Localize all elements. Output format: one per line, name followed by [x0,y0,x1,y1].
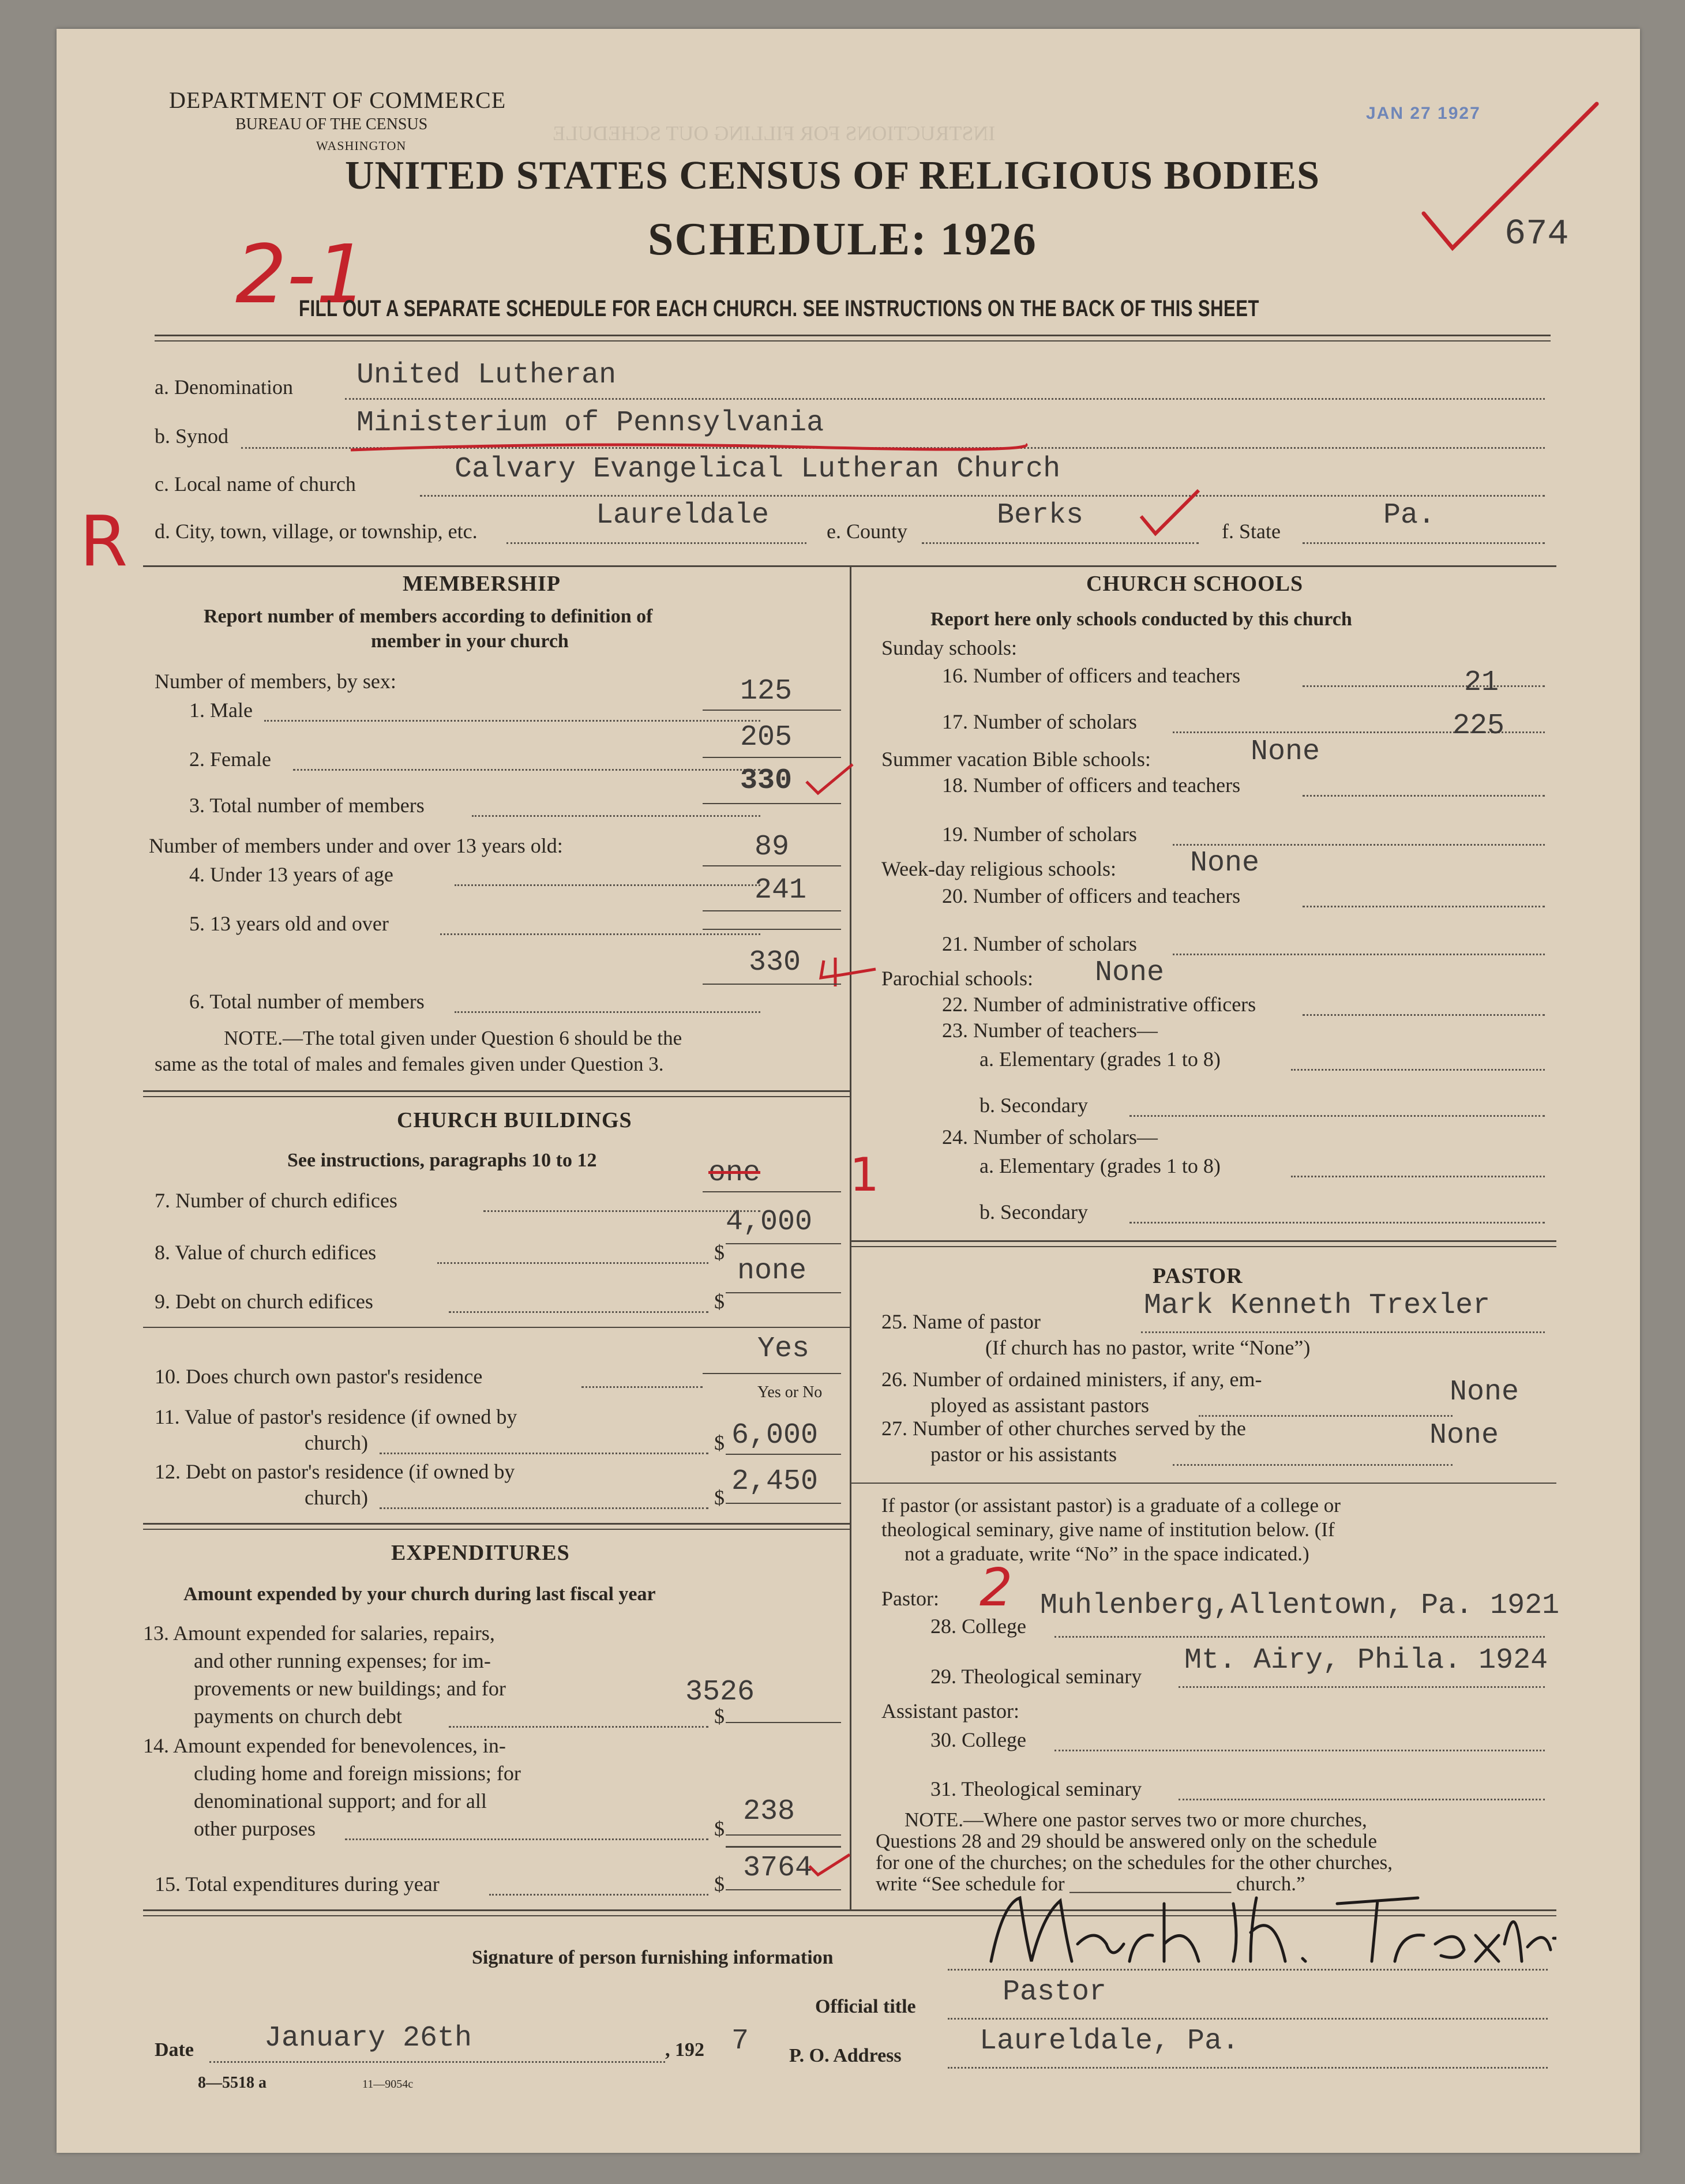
q14-sum-line [726,1846,841,1848]
show-through-text: INSTRUCTIONS FOR FILLING OUT SCHEDULE [553,122,996,145]
q29-label: 29. Theological seminary [930,1665,1142,1688]
q4-answer-line [703,865,841,866]
by-sex-label: Number of members, by sex: [155,670,396,693]
red-tick [804,761,855,796]
po-address-value: Laureldale, Pa. [980,2025,1240,2058]
form-title: UNITED STATES CENSUS OF RELIGIOUS BODIES [345,153,1320,198]
pastor-note-4: write “See schedule for ________________ church.” [876,1872,1305,1895]
q16-sunday-officers-value: 21 [1464,666,1499,699]
assistant-pastor-subheading: Assistant pastor: [881,1699,1019,1723]
city-label: d. City, town, village, or township, etc. [155,520,478,543]
header-rule [155,335,1551,336]
q18-label: 18. Number of officers and teachers [942,774,1241,797]
header-rule-2 [155,340,1551,342]
q30-line [1054,1750,1545,1751]
county-label: e. County [827,520,907,543]
membership-intro-2: member in your church [371,631,569,652]
q6-total-value: 330 [749,946,801,979]
q2-line [293,769,760,771]
q17-sunday-scholars-value: 225 [1453,710,1505,742]
parochial-schools-label: Parochial schools: [881,967,1033,990]
pastor-signature [980,1881,1556,1982]
q15-dollar: $ [714,1872,725,1896]
q9-answer-line [726,1292,841,1293]
q4-label: 4. Under 13 years of age [189,863,393,886]
q14-dollar: $ [714,1817,725,1840]
weekday-schools-value: None [1190,847,1260,880]
q23b-line [1129,1115,1545,1117]
membership-intro-1: Report number of members according to definition of [204,606,653,627]
membership-heading: MEMBERSHIP [403,572,561,596]
q24b-label: b. Secondary [980,1200,1088,1224]
denomination-line [345,398,1545,400]
q27-other-churches-value: None [1429,1419,1499,1452]
official-title-label: Official title [815,1996,916,2017]
expenditures-intro: Amount expended by your church during last fiscal year [183,1583,656,1605]
q24a-line [1291,1176,1545,1177]
graduate-note-1: If pastor (or assistant pastor) is a graduate of a college or [881,1494,1341,1517]
q9-line [449,1311,708,1313]
graduate-note-2: theological seminary, give name of institution below. (If [881,1518,1335,1541]
q13-answer-line [726,1722,841,1723]
city-name: WASHINGTON [316,138,407,153]
q15-total-value: 3764 [743,1852,813,1885]
q11-label-2: church) [305,1431,368,1454]
q31-line [1179,1799,1545,1800]
county-value: Berks [997,499,1084,532]
city-value: Laureldale [596,499,770,532]
q1-line [264,720,760,722]
q11-label-1: 11. Value of pastor's residence (if owned by [155,1405,517,1428]
q1-label: 1. Male [189,699,253,722]
q14-line [345,1838,708,1840]
official-title-value: Pastor [1003,1976,1107,2009]
pastor-red-mark: 2 [980,1558,1013,1618]
q14-label-4: other purposes [194,1817,316,1840]
membership-rule-2 [143,1096,850,1097]
q8-edifice-value: 4,000 [726,1206,813,1239]
po-address-line [948,2067,1548,2069]
q19-line [1173,844,1545,846]
sunday-schools-label: Sunday schools: [881,636,1018,659]
q26-assistant-ministers-value: None [1450,1376,1519,1409]
q14-label-1: 14. Amount expended for benevolences, in- [143,1734,506,1757]
q27-label-2: pastor or his assistants [930,1443,1117,1466]
department-name: DEPARTMENT OF COMMERCE [169,87,506,113]
q8-answer-line [726,1243,841,1244]
q13-dollar: $ [714,1705,725,1728]
city-line [506,542,806,544]
synod-label: b. Synod [155,425,229,448]
q28-label: 28. College [930,1615,1026,1638]
pastor-note-2: Questions 28 and 29 should be answered only on the schedule [876,1830,1378,1852]
q15-label: 15. Total expenditures during year [155,1872,440,1896]
q3-label: 3. Total number of members [189,794,425,817]
schools-rule-2 [851,1246,1556,1247]
q7-edifices-value: one [708,1157,761,1189]
q3-line [472,815,760,817]
q7-answer-line [703,1191,841,1192]
state-value: Pa. [1383,499,1436,532]
q28-line [1054,1636,1545,1638]
q12-answer-line [726,1503,841,1504]
q26-label-2: ployed as assistant pastors [930,1394,1149,1417]
weekday-schools-label: Week-day religious schools: [881,857,1117,880]
summer-schools-label: Summer vacation Bible schools: [881,748,1151,771]
buildings-intro: See instructions, paragraphs 10 to 12 [287,1150,597,1171]
q9-label: 9. Debt on church edifices [155,1290,373,1313]
pastor-note-3: for one of the churches; on the schedules for the other churches, [876,1851,1393,1874]
q27-label-1: 27. Number of other churches served by the [881,1417,1246,1440]
church-name-value: Calvary Evangelical Lutheran Church [455,453,1061,486]
received-date-stamp: JAN 27 1927 [1366,104,1481,123]
q13-line [449,1726,708,1728]
q9-dollar: $ [714,1290,725,1313]
q31-label: 31. Theological seminary [930,1777,1142,1800]
q6-answer-line [703,984,841,985]
signature-label: Signature of person furnishing information [472,1947,834,1968]
date-line [209,2061,665,2063]
q29-seminary-value: Mt. Airy, Phila. 1924 [1184,1644,1548,1677]
q12-label-1: 12. Debt on pastor's residence (if owned by [155,1460,515,1483]
q21-label: 21. Number of scholars [942,932,1137,955]
year-prefix: , 192 [665,2039,704,2061]
pastor-note-1: NOTE.—Where one pastor serves two or more churches, [905,1808,1367,1831]
q13-label-3: provements or new buildings; and for [194,1677,506,1700]
q8-label: 8. Value of church edifices [155,1241,377,1264]
q15-line [489,1894,708,1896]
q7-label: 7. Number of church edifices [155,1189,397,1212]
q5-line [440,933,760,935]
q24-label: 24. Number of scholars— [942,1125,1158,1149]
q12-debt-value: 2,450 [731,1465,819,1498]
q12-line [380,1507,708,1509]
print-number: 11—9054c [362,2078,414,2091]
q19-label: 19. Number of scholars [942,823,1137,846]
q5-label: 5. 13 years old and over [189,912,389,935]
q25-hint: (If church has no pastor, write “None”) [985,1336,1311,1359]
q10-residence-value: Yes [757,1333,810,1365]
q5-sum-line [703,929,841,930]
expenditures-heading: EXPENDITURES [391,1541,570,1565]
q30-label: 30. College [930,1728,1026,1751]
q14-answer-line [726,1834,841,1836]
state-line [1303,542,1545,544]
q18-line [1303,795,1545,797]
q12-dollar: $ [714,1486,725,1509]
q2-label: 2. Female [189,748,271,771]
date-label: Date [155,2039,194,2061]
q10-line [581,1386,703,1388]
official-title-line [948,2018,1548,2020]
q4-under-13-value: 89 [755,831,790,864]
pastor-heading: PASTOR [1153,1264,1243,1288]
church-name-line [420,495,1545,497]
schools-intro: Report here only schools conducted by this church [930,609,1352,630]
red-tick [806,1852,853,1881]
red-annotation-r: R [80,502,128,582]
q29-line [1179,1686,1545,1688]
q16-line [1303,685,1545,687]
q8-line [437,1262,708,1264]
q23-label: 23. Number of teachers— [942,1019,1158,1042]
buildings-mid-rule [143,1327,850,1328]
q16-label: 16. Number of officers and teachers [942,664,1241,687]
q9-debt-value: none [737,1255,807,1288]
q3-total-value: 330 [740,764,793,797]
denomination-label: a. Denomination [155,376,293,399]
q10-label: 10. Does church own pastor's residence [155,1365,483,1388]
schedule-number: 674 [1504,213,1569,254]
q23a-line [1291,1069,1545,1071]
q23b-label: b. Secondary [980,1094,1088,1117]
by-age-label: Number of members under and over 13 years old: [149,834,563,857]
q10-answer-line [703,1373,841,1374]
q13-label-2: and other running expenses; for im- [194,1649,491,1672]
q1-answer-line [703,710,841,711]
membership-rule [143,1090,850,1092]
q24b-line [1129,1222,1545,1224]
q3-answer-line [703,803,841,804]
q26-label-1: 26. Number of ordained ministers, if any, em- [881,1368,1262,1391]
q20-line [1303,906,1545,907]
q25-line [1141,1331,1545,1333]
q6-line [455,1011,760,1013]
membership-note-1: NOTE.—The total given under Question 6 should be the [224,1027,682,1049]
q14-benevolences-value: 238 [743,1795,795,1828]
bureau-name: BUREAU OF THE CENSUS [235,115,428,133]
q2-female-value: 205 [740,721,793,754]
q2-answer-line [703,757,841,758]
q5-answer-line [703,910,841,911]
schools-rule [851,1240,1556,1242]
schedule-title: SCHEDULE: 1926 [648,214,1037,265]
membership-note-2: same as the total of males and females given under Question 3. [155,1053,664,1075]
q14-label-3: denominational support; and for all [194,1789,487,1813]
year-value: 7 [731,2025,749,2058]
fill-out-instruction: FILL OUT A SEPARATE SCHEDULE FOR EACH CHURCH. SEE INSTRUCTIONS ON THE BACK OF THIS SHEET [299,296,1259,321]
buildings-heading: CHURCH BUILDINGS [397,1108,632,1132]
q25-pastor-name-value: Mark Kenneth Trexler [1144,1289,1491,1322]
q13-label-4: payments on church debt [194,1705,402,1728]
form-number: 8—5518 a [198,2074,267,2092]
q1-male-value: 125 [740,675,793,708]
graduate-note-3: not a graduate, write “No” in the space indicated.) [905,1543,1309,1565]
q11-dollar: $ [714,1431,725,1454]
q11-line [380,1453,708,1454]
q27-line [1173,1464,1453,1466]
q20-label: 20. Number of officers and teachers [942,884,1241,907]
church-name-label: c. Local name of church [155,472,356,496]
q15-answer-line [726,1889,841,1890]
q12-label-2: church) [305,1486,368,1509]
synod-value: Ministerium of Pennsylvania [356,407,824,440]
census-form-page [57,29,1640,2153]
county-line [922,542,1199,544]
buildings-rule-2 [143,1529,850,1530]
q17-label: 17. Number of scholars [942,710,1137,733]
red-annotation-2-1: 2-1 [235,228,367,322]
q6-label: 6. Total number of members [189,990,425,1013]
q25-label: 25. Name of pastor [881,1310,1041,1333]
q11-residence-value: 6,000 [731,1419,819,1452]
q14-label-2: cluding home and foreign missions; for [194,1762,521,1785]
red-tick [1135,485,1204,542]
q22-line [1303,1014,1545,1016]
q23a-label: a. Elementary (grades 1 to 8) [980,1048,1221,1071]
q8-dollar: $ [714,1241,725,1264]
q28-college-value: Muhlenberg,Allentown, Pa. 1921 [1040,1589,1560,1622]
buildings-rule [143,1523,850,1525]
schools-heading: CHURCH SCHOOLS [1086,572,1304,596]
q4-line [455,884,760,886]
q13-expended-value: 3526 [685,1676,755,1709]
q5-over-13-value: 241 [755,874,807,907]
pastor-subheading: Pastor: [881,1587,940,1610]
parochial-schools-value: None [1095,956,1165,989]
q7-line [483,1210,760,1212]
date-value: January 26th [264,2022,472,2055]
po-address-label: P. O. Address [789,2045,902,2066]
summer-schools-value: None [1251,735,1320,768]
q24a-label: a. Elementary (grades 1 to 8) [980,1154,1221,1177]
pastor-mid-rule [851,1483,1556,1484]
q21-line [1173,954,1545,955]
state-label: f. State [1222,520,1281,543]
q22-label: 22. Number of administrative officers [942,993,1256,1016]
q13-label-1: 13. Amount expended for salaries, repairs, [143,1622,495,1645]
q7-red-correction: 1 [850,1148,879,1202]
q10-hint: Yes or No [757,1383,823,1401]
denomination-value: United Lutheran [356,359,617,392]
q11-answer-line [726,1454,841,1455]
